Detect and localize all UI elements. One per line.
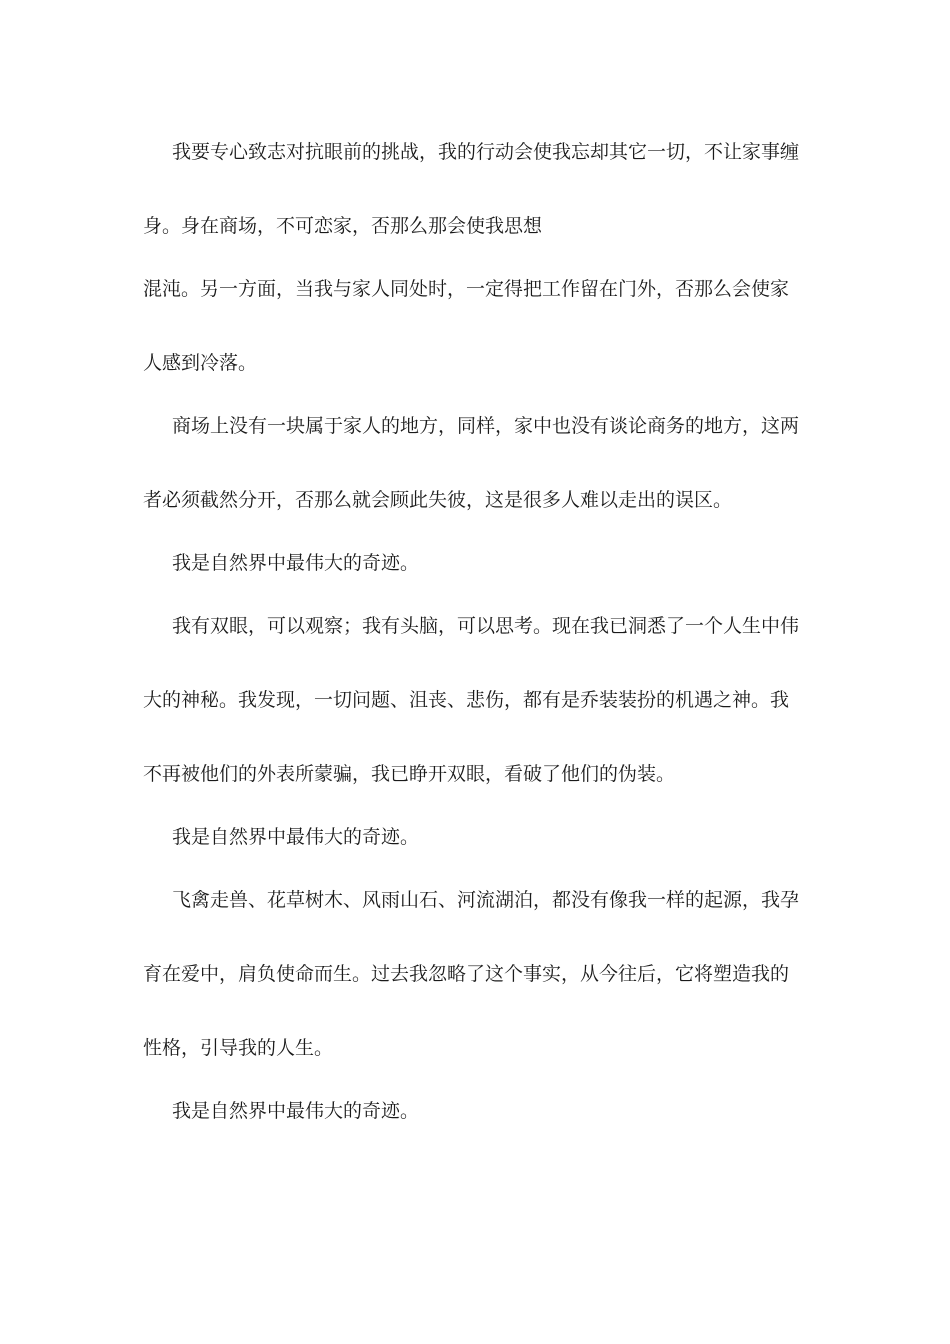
- text-line: 不再被他们的外表所蒙骗，我已睁开双眼，看破了他们的伪装。: [143, 763, 676, 785]
- text-line: 飞禽走兽、花草树木、风雨山石、河流湖泊，都没有像我一样的起源，我孕: [172, 889, 800, 911]
- text-line: 我是自然界中最伟大的奇迹。: [172, 826, 420, 848]
- text-line: 人感到冷落。: [143, 352, 258, 374]
- text-line: 混沌。另一方面，当我与家人同处时，一定得把工作留在门外，否那么会使家: [143, 278, 790, 300]
- text-line: 大的神秘。我发现，一切问题、沮丧、悲伤，都有是乔装装扮的机遇之神。我: [143, 689, 790, 711]
- text-line: 身。身在商场，不可恋家，否那么那会使我思想: [143, 215, 543, 237]
- text-line: 商场上没有一块属于家人的地方，同样，家中也没有谈论商务的地方，这两: [172, 415, 800, 437]
- text-line: 我有双眼，可以观察；我有头脑，可以思考。现在我已洞悉了一个人生中伟: [172, 615, 800, 637]
- text-line: 性格，引导我的人生。: [143, 1037, 334, 1059]
- text-line: 者必须截然分开，否那么就会顾此失彼，这是很多人难以走出的误区。: [143, 489, 733, 511]
- text-line: 我要专心致志对抗眼前的挑战，我的行动会使我忘却其它一切，不让家事缠: [172, 141, 800, 163]
- text-line: 我是自然界中最伟大的奇迹。: [172, 1100, 420, 1122]
- text-line: 育在爱中，肩负使命而生。过去我忽略了这个事实，从今往后，它将塑造我的: [143, 963, 790, 985]
- text-line: 我是自然界中最伟大的奇迹。: [172, 552, 420, 574]
